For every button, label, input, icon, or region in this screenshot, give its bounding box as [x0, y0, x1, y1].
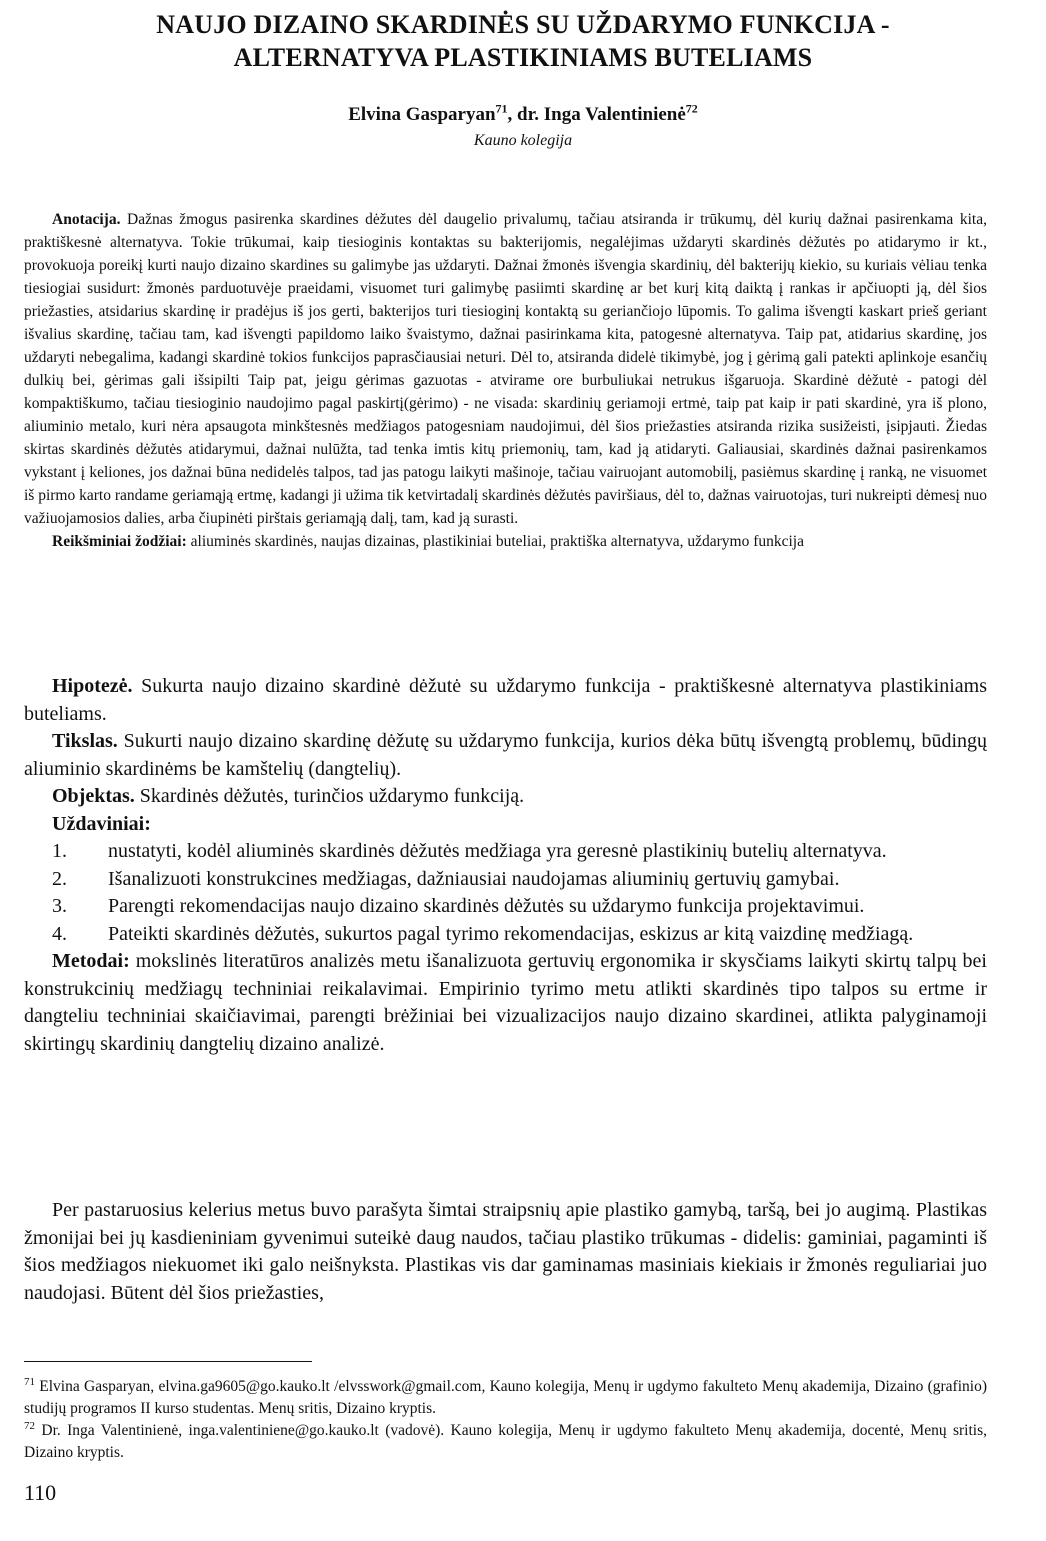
main-section [24, 673, 987, 1058]
methods-text: mokslinės literatūros analizės metu išanalizuota gertuvių ergonomika ir skysčiams laikyti skirtų talpų bei konstrukcinių medžiagų techniniai reikalavimai. Empirinio tyrimo metu atlikti skardinės tipo talpos su ertme ir dangteliu techniniai skaičiavimai, parengti brėžiniai bei vizualizacijos naujo dizaino skardinei, atlikta palyginamoji skirtingų skardinių dangtelių dizaino analizė. [24, 950, 987, 1055]
abstract-text: Dažnas žmogus pasirenka skardines dėžutes dėl daugelio privalumų, tačiau atsiranda ir trūkumų, dėl kurių dažnai pasirenkama kita, praktiškesnė alternatyva. Tokie trūkumai, kaip tiesioginis kontaktas su bakterijomis, negalėjimas uždaryti skardinės dėžutės po atidarymo ir kt., provokuoja poreikį kurti naujo dizaino skardines su galimybe jas uždaryti. Dažnai žmonės išvengia skardinių, dėl bakterijų kiekio, su kuriais vėliau tenka tiesiogiai susidurt: žmonės parduotuvėje praeidami, visuomet turi galimybę pasiimti skardinę ar bet kurį kitą daiktą į rankas ir apčiuopti ją, dėl šios priežasties, atsidarius skardinę ir pradėjus iš jos gerti, bakterijos turi tiesioginį kontaktą su geriančiojo lūpomis. To galima išvengti kaskart prieš geriant išvalius skardinę, tačiau tam, kad išvengti papildomo laiko švaistymo, dažnai pasirinkama kita, patogesnė alternatyva. Taip pat, atidarius skardinę, jos uždaryti nebegalima, kadangi skardinė tokios funkcijos paprasčiausiai neturi. Dėl to, atsiranda didelė tikimybė, jog į gėrimą gali patekti aplinkoje esančių dulkių bei, gėrimas gali išsipilti Taip pat, jeigu gėrimas gazuotas - atvirame ore burbuliukai netrukus išgaruoja. Skardinė dėžutė - patogi dėl kompaktiškumo, tačiau tiesioginio naudojimo pagal paskirtį(gėrimo) - ne visada: skardinių geriamoji ertmė, taip pat kaip ir pati skardinė, yra iš plono, aliuminio metalo, kuri nėra apsaugota minkštesnės medžiagos patogesniam naudojimui, dėl šios priežasties atsiranda rizika susižeisti, įsipjauti. Žiedas skirtas skardinės dėžutės atidarymui, dažnai nulūžta, tad tenka imtis kitų priemonių, tam, kad ją atidaryti. Galiausiai, skardinės dažnai pasirenkamos vykstant į keliones, jos dažnai būna nedidelės talpos, tad jas patogu laikyti mašinoje, tačiau vairuojant automobilį, pasiėmus skardinę į ranką, ne visuomet iš pirmo karto randame geriamąją ertmę, kadangi ji užima tik ketvirtadalį skardinės dėžutės paviršiaus, dėl to, dažnas vairuotojas, turi nukreipti dėmesį nuo važiuojamosios dalies, arba čiupinėti pirštais geriamąją dalį, tam, kad ją surasti. [24, 211, 987, 527]
task-item [24, 838, 987, 866]
task-text: Išanalizuoti konstrukcines medžiagas, dažniausiai naudojamas aliuminių gertuvių gamybai. [108, 867, 840, 890]
task-number: 1. [52, 840, 67, 862]
abstract-paragraph [24, 208, 987, 530]
keywords-paragraph [24, 530, 987, 553]
title-line-2: ALTERNATYVA PLASTIKINIAMS BUTELIAMS [233, 43, 813, 72]
footnote-text: Elvina Gasparyan, elvina.ga9605@go.kauko.lt /elvsswork@gmail.com, Kauno kolegija, Menų ir ugdymo fakulteto Menų akademija, Dizaino (grafinio) studijų programos II kurso studentas. Menų sritis, Dizaino kryptis. [24, 1378, 987, 1417]
author-2: dr. Inga Valentinienė [517, 104, 686, 125]
task-number: 2. [52, 867, 67, 890]
author-1: Elvina Gasparyan [348, 104, 496, 125]
footnote-ref: 71 [24, 1375, 35, 1388]
page-number: 110 [24, 1480, 57, 1505]
abstract-label: Anotacija. [52, 211, 121, 228]
methods-label: Metodai: [52, 950, 130, 972]
footnotes-section [24, 1376, 987, 1464]
footnote-text: Dr. Inga Valentinienė, inga.valentiniene@go.kauko.lt (vadovė). Kauno kolegija, Menų ir ugdymo fakulteto Menų akademija, docentė, Menų sritis, Dizaino kryptis. [24, 1422, 987, 1461]
task-text: nustatyti, kodėl aliuminės skardinės dėžutės medžiaga yra geresnė plastikinių butelių alternatyva. [108, 840, 887, 862]
tasks-heading [24, 811, 987, 839]
footnote-ref: 72 [24, 1419, 35, 1432]
author-1-footnote-ref: 71 [495, 101, 508, 116]
keywords-text: aliuminės skardinės, naujas dizainas, plastikiniai buteliai, praktiška alternatyva, uždarymo funkcija [186, 533, 804, 550]
footnote [24, 1420, 987, 1464]
footnote [24, 1376, 987, 1420]
title-line-1: NAUJO DIZAINO SKARDINĖS SU UŽDARYMO FUNKCIJA - [156, 10, 890, 39]
author-separator: , [507, 104, 518, 125]
methods-paragraph [24, 948, 987, 1058]
task-number: 4. [52, 922, 67, 945]
introduction-section [24, 1197, 987, 1307]
task-item [24, 866, 987, 894]
abstract-section [24, 208, 987, 553]
task-item [24, 893, 987, 921]
object-paragraph [24, 783, 987, 811]
goal-text: Sukurti naujo dizaino skardinę dėžutę su uždarymo funkcija, kurios dėka būtų išvengtą problemų, būdingų aliuminio skardinėms be kamštelių (dangtelių). [24, 730, 987, 780]
paper-title [60, 8, 986, 74]
author-line [60, 102, 986, 128]
task-text: Parengti rekomendacijas naujo dizaino skardinės dėžutės su uždarymo funkcija projektavimui. [108, 895, 865, 917]
task-number: 3. [52, 895, 67, 917]
task-item [24, 921, 987, 949]
hypothesis-text: Sukurta naujo dizaino skardinė dėžutė su uždarymo funkcija - praktiškesnė alternatyva plastikiniams buteliams. [24, 675, 987, 725]
task-text: Pateikti skardinės dėžutės, sukurtos pagal tyrimo rekomendacijas, eskizus ar kitą vaizdinę medžiagą. [108, 922, 914, 945]
author-2-footnote-ref: 72 [685, 101, 698, 116]
hypothesis-paragraph [24, 673, 987, 728]
hypothesis-label: Hipotezė. [52, 675, 133, 697]
keywords-label: Reikšminiai žodžiai: [52, 533, 187, 550]
object-label: Objektas. [52, 785, 135, 807]
goal-paragraph [24, 728, 987, 783]
footnote-divider [24, 1361, 312, 1362]
goal-label: Tikslas. [52, 730, 118, 752]
affiliation: Kauno kolegija [473, 132, 573, 149]
intro-paragraph: Per pastaruosius kelerius metus buvo parašyta šimtai straipsnių apie plastiko gamybą, taršą, bei jo augimą. Plastikas žmonijai bei jų kasdieniniam gyvenimui suteikė daug naudos, tačiau plastiko trūkumas - didelis: gaminiai, pagaminti iš šios medžiagos niekuomet iki galo neišnyksta. Plastikas vis dar gaminamas masiniais kiekiais ir žmonės reguliariai juo naudojasi. Būtent dėl šios priežasties, [24, 1199, 987, 1304]
tasks-label: Uždaviniai: [52, 812, 151, 835]
object-text: Skardinės dėžutės, turinčios uždarymo funkciją. [134, 785, 525, 807]
